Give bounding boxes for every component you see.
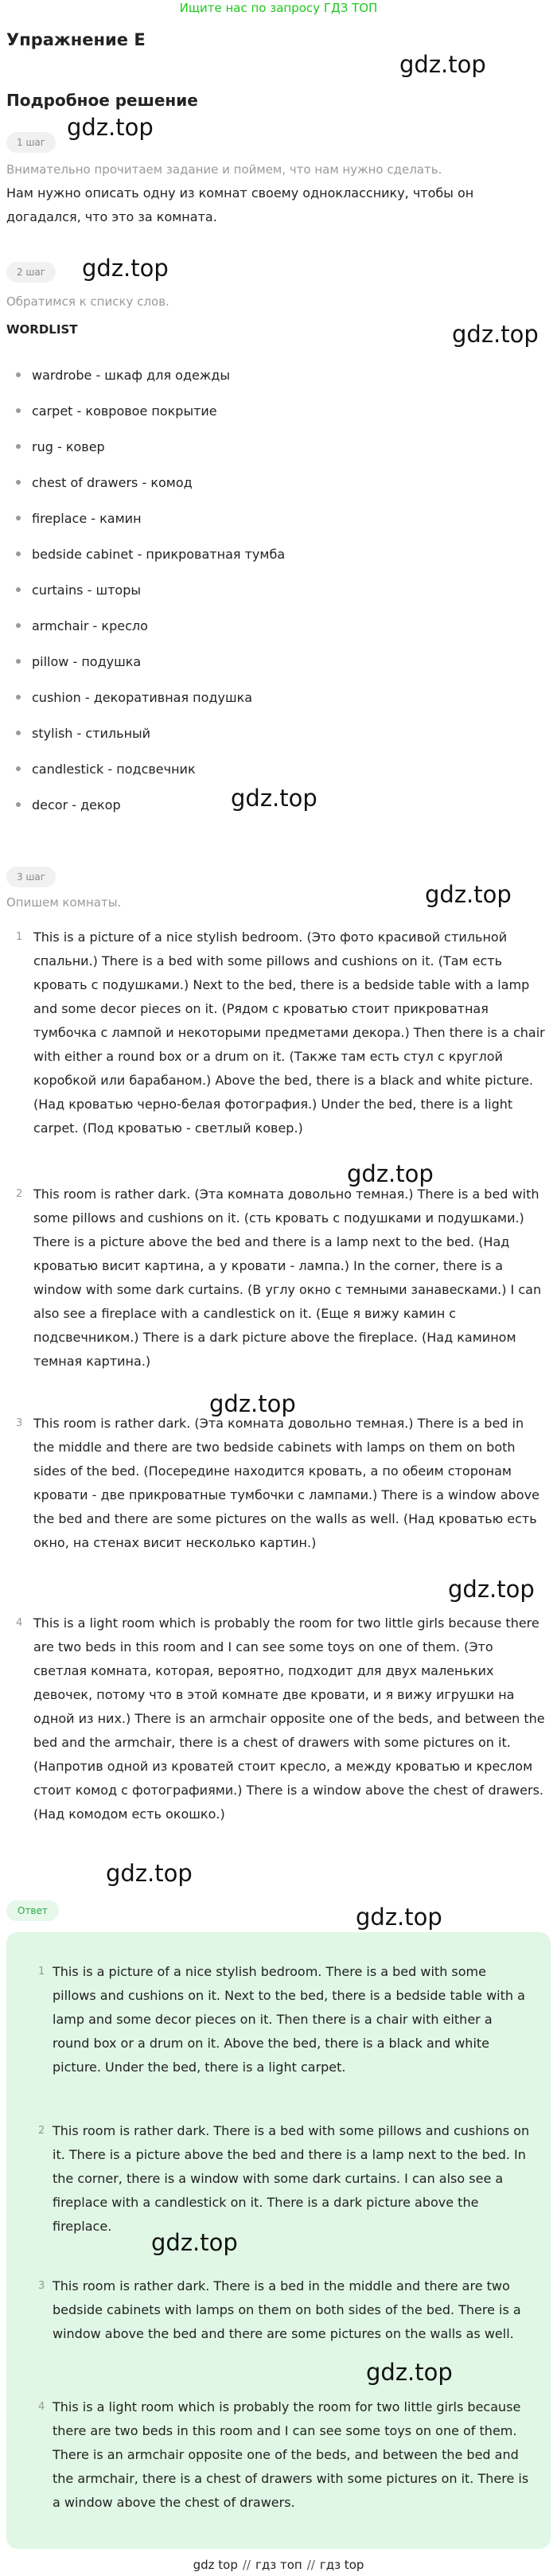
wordlist-item: rug - ковер (16, 439, 105, 455)
step-3-hint: Опишем комнаты. (6, 895, 122, 910)
exercise-title: Упражнение E (6, 30, 146, 49)
bullet-icon (16, 587, 21, 592)
watermark: gdz.top (106, 1860, 193, 1887)
wordlist-item: cushion - декоративная подушка (16, 690, 252, 706)
watermark: gdz.top (209, 1390, 296, 1417)
watermark: gdz.top (399, 51, 486, 78)
bullet-icon (16, 408, 21, 413)
wordlist-item: curtains - шторы (16, 583, 141, 598)
wordlist-item: carpet - ковровое покрытие (16, 403, 217, 419)
watermark: gdz.top (356, 1904, 442, 1931)
watermark: gdz.top (425, 881, 512, 908)
watermark: gdz.top (67, 114, 154, 141)
wordlist-item: chest of drawers - комод (16, 475, 193, 491)
step-2-badge: 2 шаг (6, 262, 56, 283)
step-1-hint: Внимательно прочитаем задание и поймем, что нам нужно сделать. (6, 162, 442, 177)
bullet-icon (16, 551, 21, 556)
wordlist-item: candlestick - подсвечник (16, 762, 196, 777)
wordlist-item: stylish - стильный (16, 726, 150, 742)
watermark: gdz.top (82, 255, 169, 282)
bullet-icon (16, 623, 21, 628)
top-promo-text[interactable]: Ищите нас по запросу ГДЗ ТОП (179, 1, 378, 15)
answer-badge: Ответ (6, 1900, 59, 1921)
wordlist-item: fireplace - камин (16, 511, 142, 527)
watermark: gdz.top (151, 2229, 238, 2256)
wordlist-item: pillow - подушка (16, 654, 141, 670)
bullet-icon (16, 372, 21, 377)
footer-separator: // (306, 2558, 315, 2572)
watermark: gdz.top (231, 785, 317, 812)
wordlist-item: wardrobe - шкаф для одежды (16, 368, 230, 384)
step-1-badge: 1 шаг (6, 132, 56, 153)
watermark: gdz.top (452, 321, 539, 348)
footer-link[interactable]: gdz top (193, 2558, 238, 2572)
wordlist-item: bedside cabinet - прикроватная тумба (16, 547, 285, 563)
wordlist-title: WORDLIST (6, 322, 78, 337)
bullet-icon (16, 659, 21, 664)
footer-link[interactable]: гдз топ (255, 2558, 302, 2572)
bullet-icon (16, 444, 21, 449)
bullet-icon (16, 802, 21, 807)
wordlist-item: decor - декор (16, 797, 121, 813)
watermark: gdz.top (366, 2359, 453, 2386)
watermark: gdz.top (448, 1576, 535, 1603)
step-1-text: Нам нужно описать одну из комнат своему однокласснику, чтобы он догадался, что это за комната. (6, 185, 474, 224)
bullet-icon (16, 695, 21, 700)
footer (0, 2558, 557, 2572)
footer-separator: // (242, 2558, 251, 2572)
top-promo-bar (0, 0, 557, 16)
solution-title: Подробное решение (6, 91, 198, 110)
bullet-icon (16, 766, 21, 771)
bullet-icon (16, 516, 21, 520)
step-3-badge: 3 шаг (6, 867, 56, 887)
bullet-icon (16, 731, 21, 735)
bullet-icon (16, 480, 21, 485)
step-2-hint: Обратимся к списку слов. (6, 294, 169, 309)
wordlist-item: armchair - кресло (16, 618, 148, 634)
footer-link[interactable]: гдз top (319, 2558, 364, 2572)
watermark: gdz.top (347, 1160, 434, 1187)
